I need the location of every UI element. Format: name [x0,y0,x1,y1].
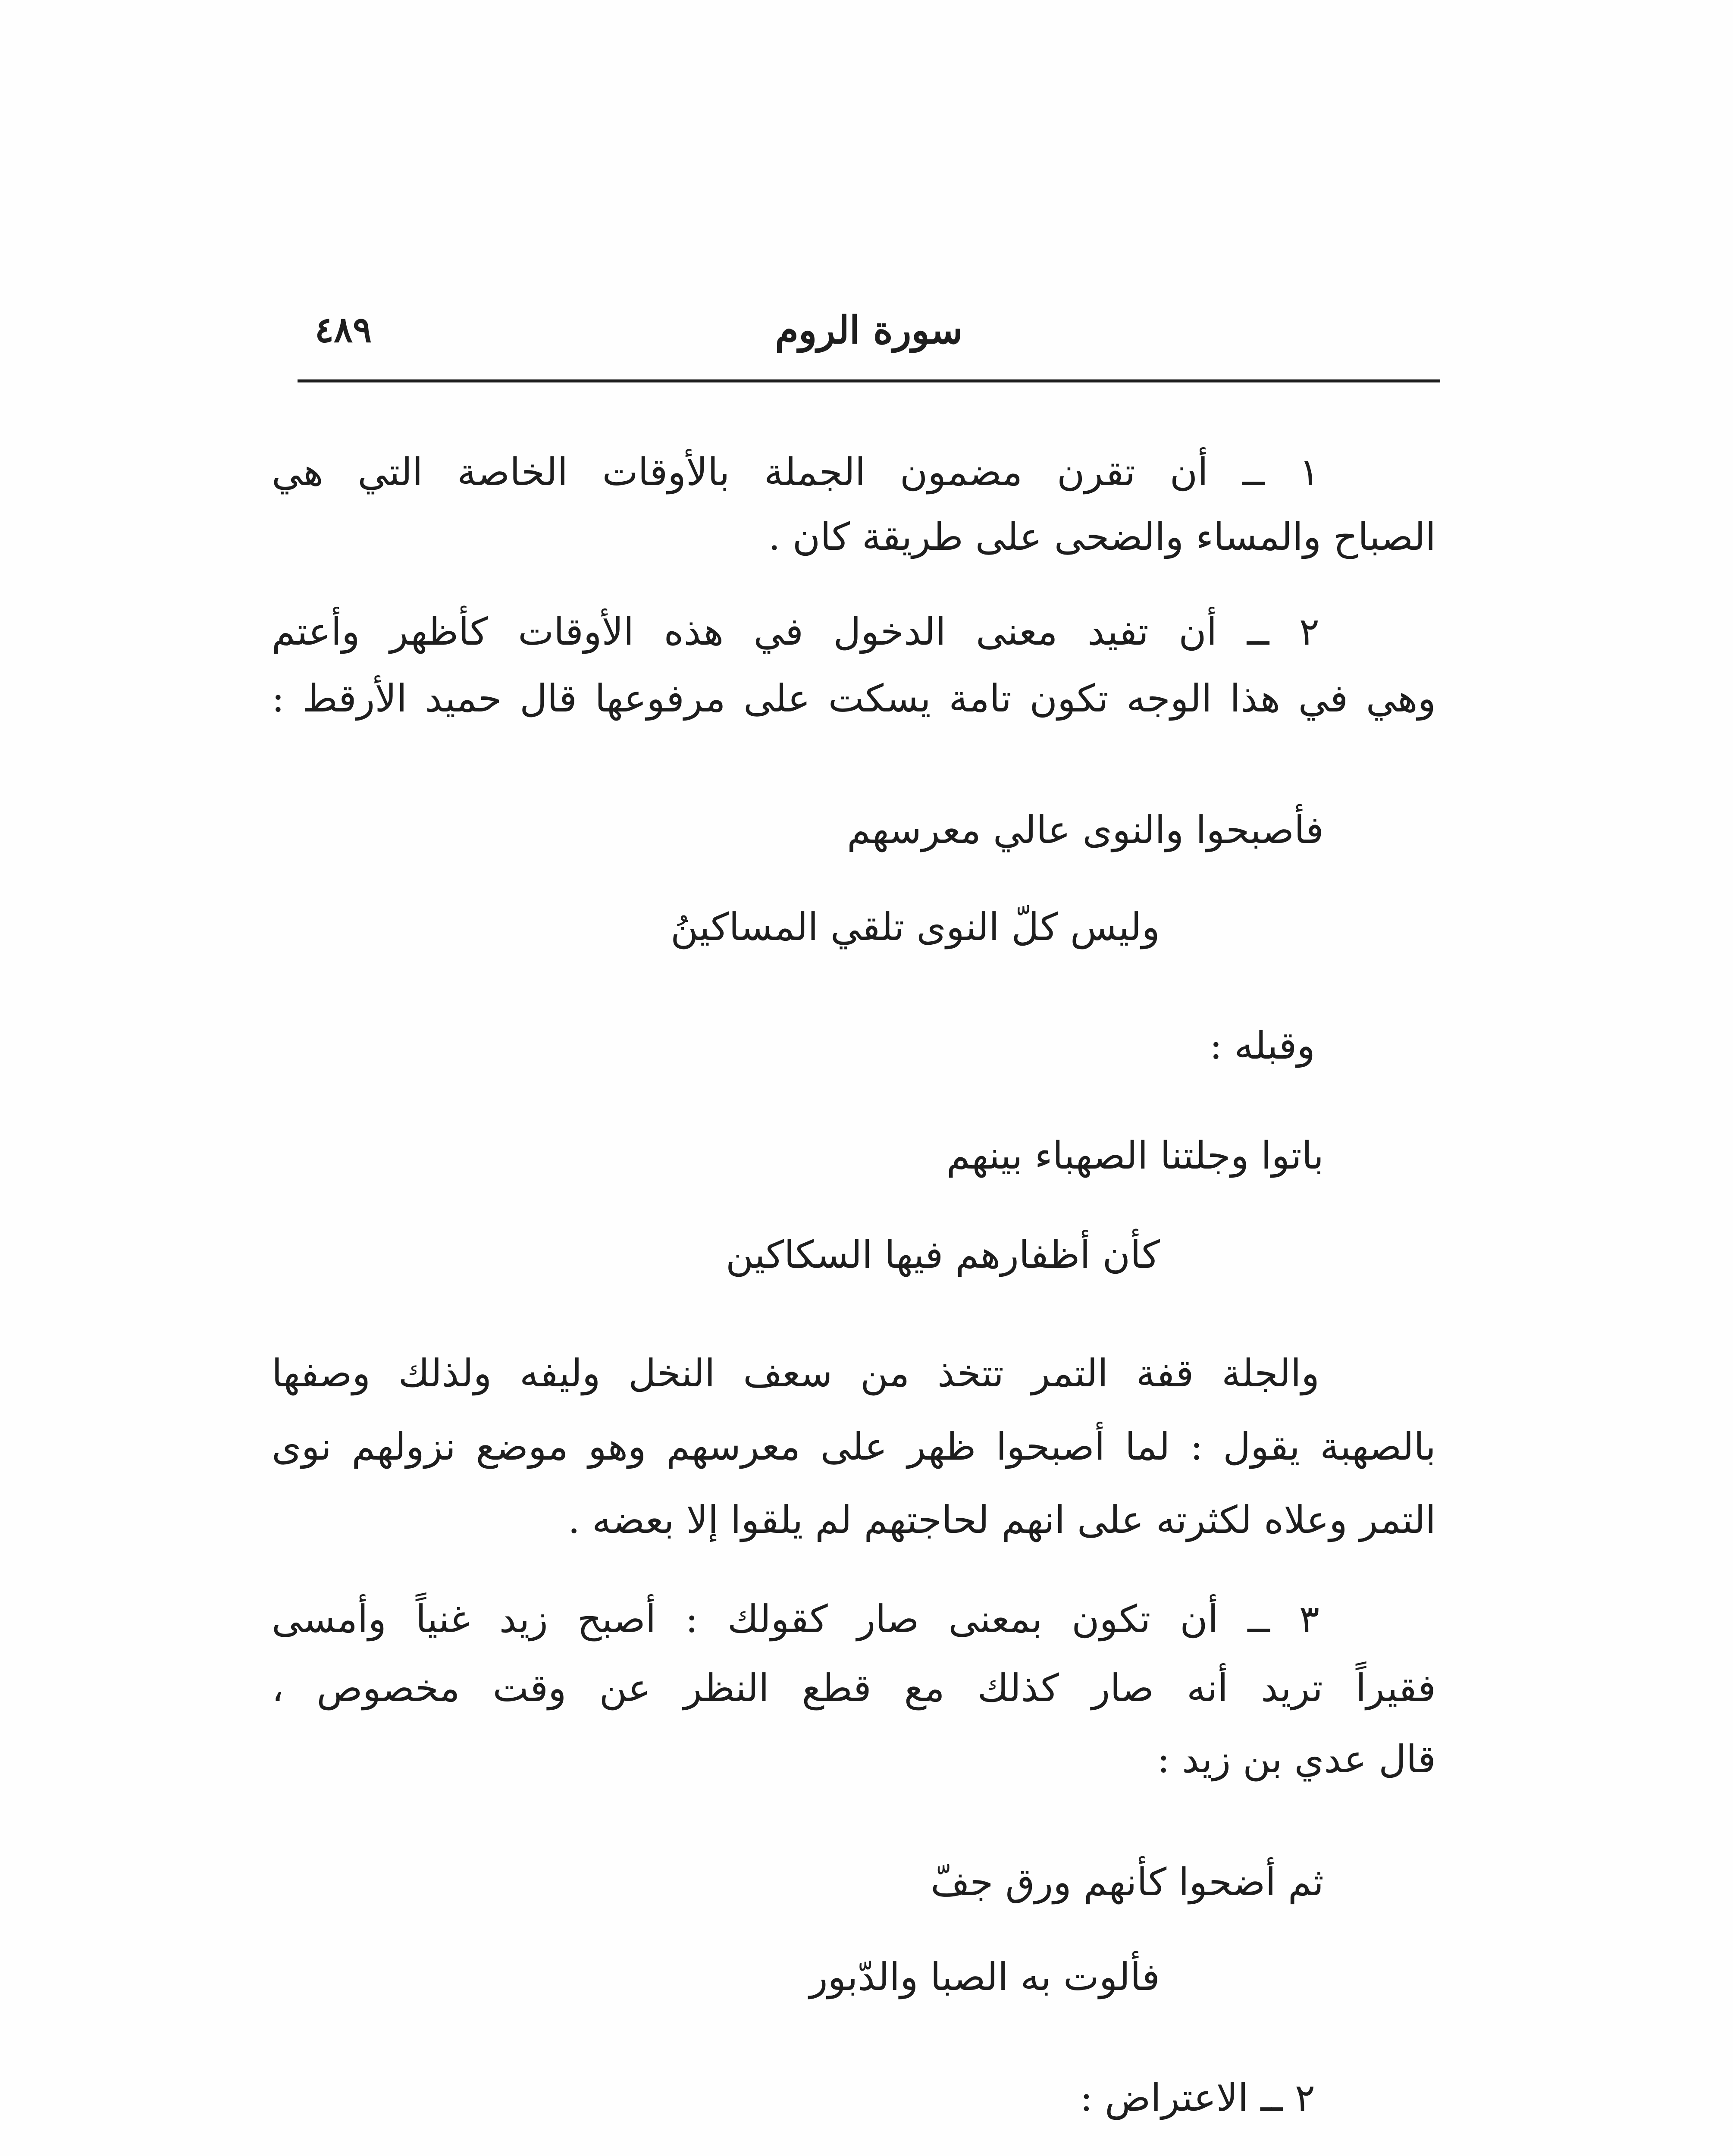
paragraph-line: التمر وعلاه لكثرته على انهم لحاجتهم لم يلقوا إلا بعضه . [568,1498,1436,1542]
label-line: وقبله : [1209,1023,1315,1068]
page-title: سورة الروم [775,307,963,352]
verse-line: فأصبحوا والنوى عالي معرسهم [847,808,1324,852]
verse-line: فألوت به الصبا والدّبور [809,1955,1160,1999]
paragraph-line: فقيراً تريد أنه صار كذلك مع قطع النظر عن وقت مخصوص ، [272,1666,1436,1710]
paragraph-line: قال عدي بن زيد : [1157,1737,1436,1781]
verse-line: وليس كلّ النوى تلقي المساكينُ [670,905,1160,949]
paragraph-line: ١ ــ أن تقرن مضمون الجملة بالأوقات الخاصة التي هي [272,450,1319,494]
verse-line: باتوا وجلتنا الصهباء بينهم [946,1133,1324,1178]
paragraph-line: وهي في هذا الوجه تكون تامة يسكت على مرفوعها قال حميد الأرقط : [272,676,1436,721]
paragraph-line: ٢ ــ أن تفيد معنى الدخول في هذه الأوقات كأظهر وأعتم [272,609,1319,654]
paragraph-line: بالصهبة يقول : لما أصبحوا ظهر على معرسهم وهو موضع نزولهم نوى [272,1424,1436,1469]
paragraph-line: ٣ ــ أن تكون بمعنى صار كقولك : أصبح زيد غنياً وأمسى [272,1597,1319,1641]
section-heading: ٢ ــ الاعتراض : [1080,2075,1315,2120]
page-body [272,0,1436,2156]
page-number: ٤٨٩ [315,309,372,351]
verse-line: كأن أظفارهم فيها السكاكين [725,1232,1160,1277]
verse-line: ثم أضحوا كأنهم ورق جفّ [931,1860,1324,1904]
paragraph-line: الصباح والمساء والضحى على طريقة كان . [768,514,1436,559]
paragraph-line: والجلة قفة التمر تتخذ من سعف النخل وليفه ولذلك وصفها [272,1351,1319,1395]
